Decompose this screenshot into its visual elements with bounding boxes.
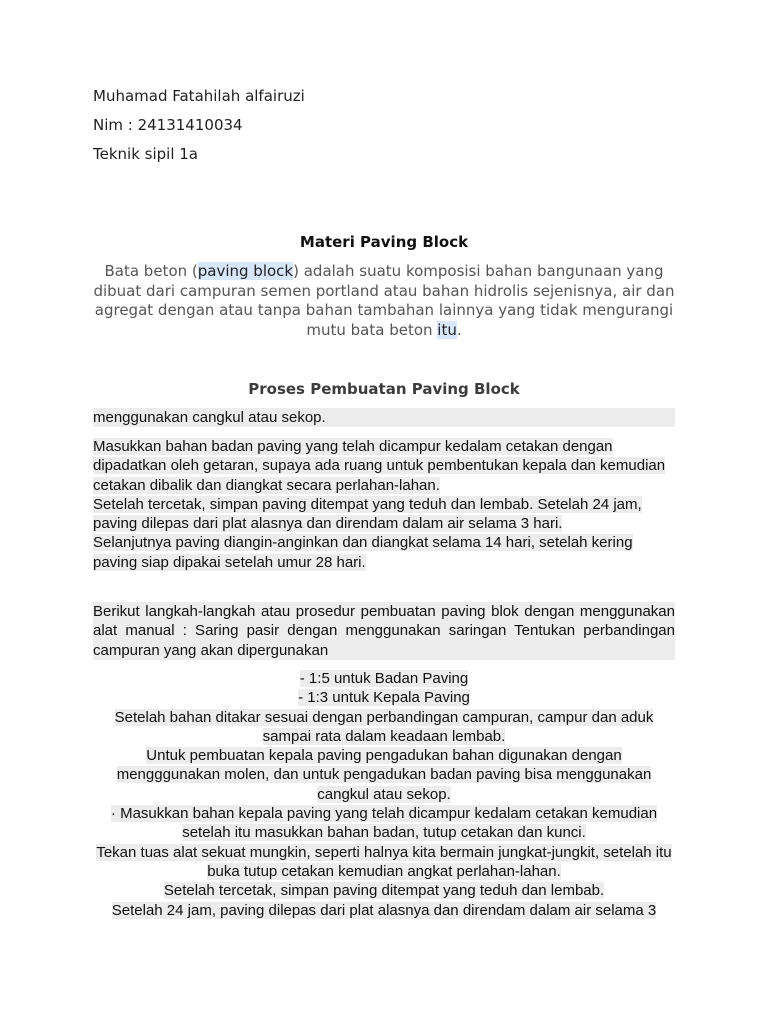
intro-text-post: .	[456, 320, 462, 339]
berikut-paragraph: Berikut langkah-langkah atau prosedur pembuatan paving blok dengan menggunakan alat manual : Saring pasir dengan menggunakan saringan Tentukan perbandingan campuran yang akan dipergunakan	[93, 603, 675, 659]
materi-title: Materi Paving Block	[299, 233, 469, 251]
step-campur: Setelah bahan ditakar sesuai dengan perbandingan campuran, campur dan aduk sampai rata dalam keadaan lembab.	[114, 708, 654, 745]
intro-highlight-itu: itu	[437, 320, 457, 339]
step-tekan: Tekan tuas alat sekuat mungkin, seperti halnya kita bermain jungkat-jungkit, setelah itu buka tutup cetakan kemudian angkat perlahan-lahan.	[96, 843, 672, 880]
proses-step-kering: Selanjutnya paving diangin-anginkan dan diangkat selama 14 hari, setelah kering paving siap dipakai setelah umur 28 hari.	[93, 534, 633, 571]
step-simpan: Setelah tercetak, simpan paving ditempat yang teduh dan lembab.	[163, 882, 605, 900]
materi-intro	[93, 262, 675, 340]
study-program: Teknik sipil 1a	[93, 145, 198, 163]
ratio-kepala: - 1:3 untuk Kepala Paving	[298, 689, 470, 707]
proses-step-cetak: Masukkan bahan badan paving yang telah dicampur kedalam cetakan dengan dipadatkan oleh getaran, supaya ada ruang untuk pembentukan kepala dan kemudian cetakan dibalik dan diangkat secara perlahan-lahan.	[93, 438, 666, 494]
proses-title: Proses Pembuatan Paving Block	[248, 380, 520, 398]
proses-steps	[93, 437, 675, 572]
step-molen: Untuk pembuatan kepala paving pengadukan bahan digunakan dengan mengggunakan molen, dan untuk pengadukan badan paving bisa menggunakan cangkul atau sekop.	[116, 747, 652, 803]
intro-text-mid: ) adalah suatu komposisi bahan bangunaan yang dibuat dari campuran semen portland atau bahan hidrolis sejenisnya, air dan agregat dengan atau tanpa bahan tambahan lainnya yang tidak mengurangi mutu bata beton	[93, 262, 675, 339]
intro-text-pre: Bata beton (	[104, 262, 198, 280]
proses-line-1: menggunakan cangkul atau sekop.	[93, 408, 675, 427]
proses-step-simpan: Setelah tercetak, simpan paving ditempat yang teduh dan lembab. Setelah 24 jam, paving dilepas dari plat alasnya dan direndam dalam air selama 3 hari.	[93, 495, 642, 533]
step-masukkan: · Masukkan bahan kepala paving yang telah dicampur kedalam cetakan kemudian setelah itu masukkan bahan badan, tutup cetakan dan kunci.	[110, 805, 658, 842]
berikut-steps	[93, 669, 675, 920]
student-id: Nim : 24131410034	[93, 116, 243, 134]
intro-highlight-paving-block: paving block	[197, 262, 294, 280]
author-name: Muhamad Fatahilah alfairuzi	[93, 87, 305, 105]
step-rendam: Setelah 24 jam, paving dilepas dari plat alasnya dan direndam dalam air selama 3	[111, 901, 657, 919]
ratio-badan: - 1:5 untuk Badan Paving	[299, 670, 469, 687]
